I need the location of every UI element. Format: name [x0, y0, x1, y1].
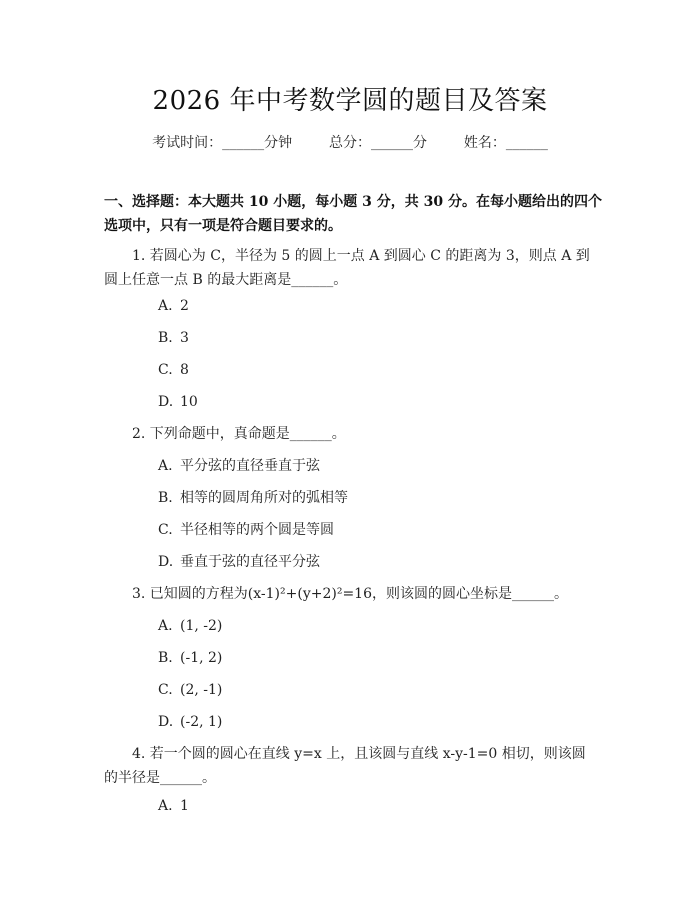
option-text: (2, -1)	[180, 682, 223, 698]
q2-option-c	[158, 520, 334, 540]
q1-option-c	[158, 360, 189, 380]
q1-option-b	[158, 328, 189, 348]
time-blank: ______	[222, 135, 265, 151]
question-3: 3. 已知圆的方程为(x-1)²+(y+2)²=16，则该圆的圆心坐标是______。	[132, 586, 568, 602]
q1-option-d	[158, 392, 198, 412]
exam-info-line	[0, 132, 700, 152]
q2-option-b	[158, 488, 348, 508]
q2-option-a	[158, 456, 320, 476]
page-title: 2026 年中考数学圆的题目及答案	[152, 86, 548, 116]
question-4: 4. 若一个圆的圆心在直线 y=x 上，且该圆与直线 x-y-1=0 相切，则该圆的半径是______。	[104, 746, 586, 786]
option-letter: D.	[158, 554, 174, 570]
q1-option-a	[158, 296, 189, 316]
q3-option-b	[158, 648, 222, 668]
q3-option-a	[158, 616, 222, 636]
option-text: 半径相等的两个圆是等圆	[180, 522, 334, 538]
option-text: 平分弦的直径垂直于弦	[180, 458, 320, 474]
name-blank: ______	[505, 135, 548, 151]
option-letter: A.	[158, 298, 173, 314]
option-letter: C.	[158, 682, 173, 698]
option-letter: A.	[158, 458, 173, 474]
question-1: 1. 若圆心为 C，半径为 5 的圆上一点 A 到圆心 C 的距离为 3，则点 A 到圆上任意一点 B 的最大距离是______。	[104, 248, 590, 288]
option-letter: C.	[158, 362, 173, 378]
q3-option-d	[158, 712, 222, 732]
name-label: 姓名：	[463, 135, 506, 151]
section-heading: 一、选择题：本大题共 10 小题，每小题 3 分，共 30 分。在每小题给出的四个选项中，只有一项是符合题目要求的。	[104, 194, 602, 234]
option-letter: B.	[158, 650, 173, 666]
option-text: (1, -2)	[180, 618, 223, 634]
option-letter: A.	[158, 618, 173, 634]
option-letter: C.	[158, 522, 173, 538]
option-letter: B.	[158, 490, 173, 506]
option-text: (-2, 1)	[180, 714, 223, 730]
score-label: 总分：	[329, 135, 371, 151]
q4-option-a	[158, 796, 189, 816]
option-letter: D.	[158, 394, 174, 410]
option-text: 8	[180, 362, 189, 378]
time-unit: 分钟	[264, 135, 293, 151]
option-letter: A.	[158, 798, 173, 814]
option-text: 10	[180, 394, 198, 410]
option-text: 1	[180, 798, 189, 814]
option-text: (-1, 2)	[180, 650, 223, 666]
option-letter: B.	[158, 330, 173, 346]
score-blank: ______	[371, 135, 413, 151]
q3-option-c	[158, 680, 222, 700]
option-text: 2	[180, 298, 189, 314]
q2-option-d	[158, 552, 320, 572]
option-text: 垂直于弦的直径平分弦	[180, 554, 320, 570]
option-text: 相等的圆周角所对的弧相等	[180, 490, 348, 506]
option-text: 3	[180, 330, 189, 346]
option-letter: D.	[158, 714, 174, 730]
time-label: 考试时间：	[152, 135, 223, 151]
question-2: 2. 下列命题中，真命题是______。	[132, 426, 346, 442]
score-unit: 分	[413, 135, 427, 151]
